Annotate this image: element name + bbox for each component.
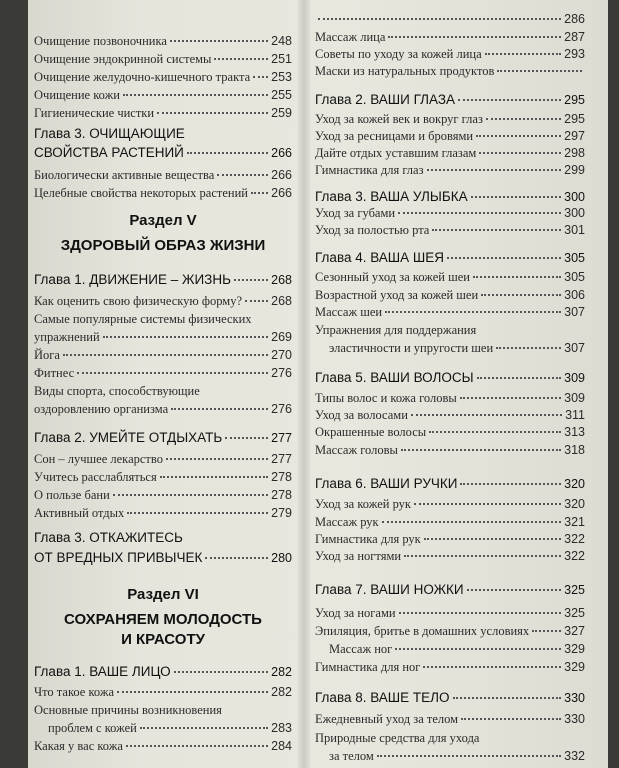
chapter-entry: Глава 4. ВАША ШЕЯ 305 — [315, 250, 585, 265]
chapter-entry: Глава 6. ВАШИ РУЧКИ 320 — [315, 476, 585, 491]
toc-entry: Массаж шеи 307 — [315, 305, 585, 319]
toc-entry: Уход за ногами 325 — [315, 606, 585, 620]
toc-entry: Уход за ресницами и бровями 297 — [315, 129, 585, 143]
toc-entry: Как оценить свою физическую форму? 268 — [34, 294, 292, 308]
toc-entry-multiline: Самые популярные системы физических — [34, 312, 252, 326]
chapter-title-line: Глава 3. ОЧИЩАЮЩИЕ — [34, 126, 185, 141]
chapter-entry: Глава 2. ВАШИ ГЛАЗА 295 — [315, 92, 585, 107]
toc-entry: Йога 270 — [34, 348, 292, 362]
toc-entry: Уход за губами 300 — [315, 206, 585, 220]
toc-entry: Фитнес 276 — [34, 366, 292, 380]
book-page — [28, 0, 608, 768]
toc-entry: Маски из натуральных продуктов — [315, 64, 585, 79]
toc-entry: Уход за волосами 311 — [315, 408, 585, 422]
chapter-entry: Глава 5. ВАШИ ВОЛОСЫ 309 — [315, 370, 585, 385]
toc-entry: Биологически активные вещества 266 — [34, 168, 292, 182]
toc-entry: Уход за ногтями 322 — [315, 549, 585, 563]
toc-entry: Дайте отдых уставшим глазам 298 — [315, 146, 585, 160]
toc-entry: Уход за полостью рта 301 — [315, 223, 585, 237]
toc-entry: Уход за кожей век и вокруг глаз 295 — [315, 112, 585, 126]
toc-entry: Гимнастика для рук 322 — [315, 532, 585, 546]
toc-entry: Массаж лица 287 — [315, 30, 585, 44]
toc-entry: Гигиенические чистки 259 — [34, 106, 292, 120]
toc-entry-multiline: Упражнения для поддержания — [315, 323, 477, 337]
toc-entry: Советы по уходу за кожей лица 293 — [315, 47, 585, 61]
chapter-entry: Глава 3. ВАША УЛЫБКА 300 — [315, 189, 585, 204]
toc-entry: Очищение желудочно-кишечного тракта 253 — [34, 70, 292, 84]
section-title: ЗДОРОВЫЙ ОБРАЗ ЖИЗНИ — [60, 237, 266, 254]
toc-entry: Гимнастика для ног 329 — [315, 660, 585, 674]
chapter-entry: Глава 1. ВАШЕ ЛИЦО 282 — [34, 664, 292, 679]
toc-entry: Целебные свойства некоторых растений 266 — [34, 186, 292, 200]
toc-entry-multiline: Основные причины возникновения — [34, 703, 222, 717]
section-label: Раздел V — [129, 212, 197, 229]
toc-entry: Очищение кожи 255 — [34, 88, 292, 102]
chapter-entry: СВОЙСТВА РАСТЕНИЙ 266 — [34, 145, 292, 160]
chapter-entry: Глава 8. ВАШЕ ТЕЛО 330 — [315, 690, 585, 705]
toc-entry: Массаж головы 318 — [315, 443, 585, 457]
toc-entry: Массаж рук 321 — [315, 515, 585, 529]
toc-entry: Сон – лучшее лекарство 277 — [34, 452, 292, 466]
toc-entry: Что такое кожа 282 — [34, 685, 292, 699]
toc-entry: упражнений 269 — [34, 330, 292, 344]
chapter-entry: ОТ ВРЕДНЫХ ПРИВЫЧЕК 280 — [34, 550, 292, 565]
toc-entry: Какая у вас кожа 284 — [34, 739, 292, 753]
toc-entry: Уход за кожей рук 320 — [315, 497, 585, 511]
page-gutter — [298, 0, 310, 768]
toc-entry: Эпиляция, бритье в домашних условиях 327 — [315, 624, 585, 638]
chapter-entry: Глава 1. ДВИЖЕНИЕ – ЖИЗНЬ 268 — [34, 272, 292, 287]
toc-entry-multiline: Виды спорта, способствующие — [34, 384, 200, 398]
toc-entry: Гимнастика для глаз 299 — [315, 163, 585, 177]
chapter-entry: Глава 7. ВАШИ НОЖКИ 325 — [315, 582, 585, 597]
toc-entry: Учитесь расслабляться 278 — [34, 470, 292, 484]
toc-entry: Активный отдых 279 — [34, 506, 292, 520]
section-title: И КРАСОТУ — [121, 631, 205, 648]
chapter-entry: Глава 2. УМЕЙТЕ ОТДЫХАТЬ 277 — [34, 430, 292, 445]
toc-entry: Сезонный уход за кожей шеи 305 — [315, 270, 585, 284]
toc-entry: 286 — [315, 12, 585, 26]
section-title: СОХРАНЯЕМ МОЛОДОСТЬ — [64, 611, 262, 628]
toc-entry-multiline: Природные средства для ухода — [315, 731, 480, 745]
toc-entry: Возрастной уход за кожей шеи 306 — [315, 288, 585, 302]
toc-entry: О пользе бани 278 — [34, 488, 292, 502]
toc-entry: оздоровлению организма 276 — [34, 402, 292, 416]
section-label: Раздел VI — [127, 586, 199, 603]
toc-entry: Очищение позвоночника 248 — [34, 34, 292, 48]
toc-entry: за телом 332 — [329, 749, 585, 763]
toc-entry: Очищение эндокринной системы 251 — [34, 52, 292, 66]
toc-entry: Окрашенные волосы 313 — [315, 425, 585, 439]
toc-entry: эластичности и упругости шеи 307 — [329, 341, 585, 355]
toc-entry: Ежедневный уход за телом 330 — [315, 712, 585, 726]
toc-entry: Типы волос и кожа головы 309 — [315, 391, 585, 405]
chapter-title-line: Глава 3. ОТКАЖИТЕСЬ — [34, 530, 183, 545]
toc-entry: проблем с кожей 283 — [48, 721, 292, 735]
toc-entry: Массаж ног 329 — [329, 642, 585, 656]
